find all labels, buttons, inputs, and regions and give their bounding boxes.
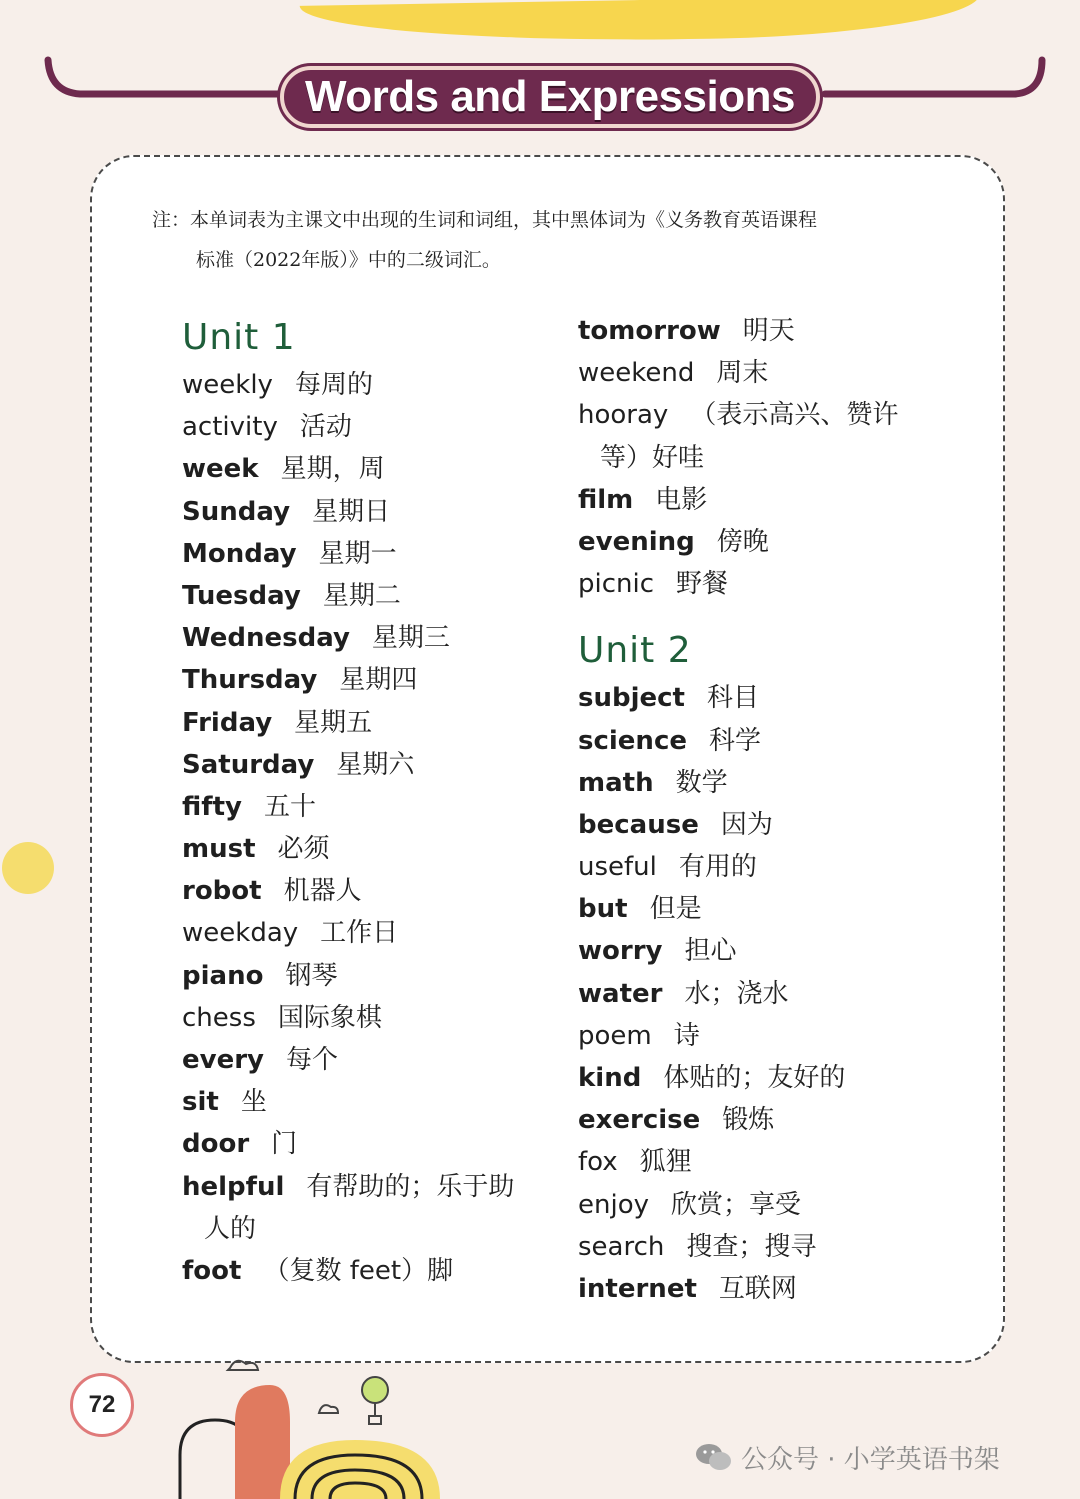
page-number-badge xyxy=(70,1373,134,1437)
unit-1-word-list-continued xyxy=(578,310,958,605)
vocab-word: piano xyxy=(182,960,264,991)
vocab-entry xyxy=(578,930,958,972)
vocab-word: Saturday xyxy=(182,749,315,780)
vocab-entry xyxy=(182,659,552,701)
vocab-word: science xyxy=(578,725,687,756)
vocab-word: water xyxy=(578,978,663,1009)
vocab-word: every xyxy=(182,1045,264,1075)
vocab-word: activity xyxy=(182,412,278,443)
vocab-entry xyxy=(182,617,552,659)
vocab-translation: 工作日 xyxy=(320,918,399,949)
vocab-entry xyxy=(182,786,552,828)
vocab-entry xyxy=(578,479,958,521)
vocab-entry xyxy=(182,1123,552,1165)
yellow-circle-decoration xyxy=(2,842,54,894)
vocab-translation: 因为 xyxy=(720,809,773,840)
watermark xyxy=(695,1432,1055,1482)
vocab-translation: 有用的 xyxy=(678,852,757,883)
page-number: 72 xyxy=(70,1373,134,1437)
vocab-translation: 钢琴 xyxy=(285,960,338,991)
vocab-entry xyxy=(182,828,552,870)
vocab-entry xyxy=(578,352,958,394)
vocab-word: door xyxy=(182,1129,250,1160)
left-column xyxy=(182,312,552,1292)
vocab-entry xyxy=(578,310,958,352)
vocab-entry xyxy=(578,973,958,1015)
vocab-entry xyxy=(182,955,552,997)
vocab-entry xyxy=(182,1166,552,1250)
vocab-word: useful xyxy=(578,852,657,883)
vocab-translation: 诗 xyxy=(673,1020,700,1051)
vocab-translation: 欣赏；享受 xyxy=(671,1189,802,1220)
vocab-word: film xyxy=(578,484,634,515)
vocab-word: weekend xyxy=(578,358,695,389)
vocab-translation: 星期五 xyxy=(294,707,373,738)
vocab-translation: 有帮助的；乐于助 xyxy=(306,1171,515,1202)
vocab-translation: 坐 xyxy=(240,1087,267,1118)
vocab-word: search xyxy=(578,1231,665,1262)
vocab-entry xyxy=(182,1250,552,1292)
vocab-entry xyxy=(578,804,958,846)
vocab-translation: 水；浇水 xyxy=(684,978,789,1009)
vocab-translation-continued: 等）好哇 xyxy=(600,442,705,473)
vocab-entry xyxy=(182,406,552,448)
note-line-2: 标准（2022年版）》中的二级词汇。 xyxy=(196,249,501,271)
vocab-translation: 星期六 xyxy=(336,749,415,780)
vocab-entry xyxy=(578,1184,958,1226)
vocab-translation: 星期四 xyxy=(339,665,418,696)
vocab-translation: 电影 xyxy=(655,484,708,515)
vocab-word: Friday xyxy=(182,707,273,738)
vocab-word: poem xyxy=(578,1020,652,1051)
vocab-translation: 必须 xyxy=(277,834,330,865)
vocab-word: week xyxy=(182,454,259,485)
vocab-word: worry xyxy=(578,936,663,967)
vocab-translation: 机器人 xyxy=(283,876,362,907)
vocab-entry xyxy=(578,1057,958,1099)
vocab-translation: 锻炼 xyxy=(722,1105,775,1136)
vocab-word: weekly xyxy=(182,370,273,400)
vocab-word: hooray xyxy=(578,400,669,431)
vocab-translation: 科学 xyxy=(709,725,762,756)
unit-1-heading: Unit 1 xyxy=(182,317,296,358)
vocab-entry xyxy=(182,912,552,954)
vocab-translation: 担心 xyxy=(684,936,737,967)
wechat-icon xyxy=(695,1442,733,1472)
vocab-translation: 数学 xyxy=(675,767,728,798)
right-column xyxy=(578,310,958,1310)
top-yellow-swoosh xyxy=(300,0,981,46)
vocab-entry xyxy=(182,1081,552,1123)
vocab-word: foot xyxy=(182,1255,242,1286)
vocab-entry xyxy=(182,575,552,617)
vocab-word: math xyxy=(578,767,654,798)
vocab-translation: 体贴的；友好的 xyxy=(663,1063,846,1094)
vocab-entry xyxy=(182,491,552,533)
bottom-decoration xyxy=(160,1350,440,1499)
vocab-entry xyxy=(578,1268,958,1310)
unit-2-word-list xyxy=(578,677,958,1310)
vocab-word: enjoy xyxy=(578,1189,649,1220)
vocab-word: fifty xyxy=(182,791,242,822)
vocab-word: chess xyxy=(182,1002,256,1033)
vocab-translation: 门 xyxy=(271,1129,298,1160)
vocab-translation: 互联网 xyxy=(718,1273,797,1304)
vocab-word: but xyxy=(578,894,628,925)
vocab-entry xyxy=(182,870,552,912)
vocab-translation: 搜查；搜寻 xyxy=(686,1231,817,1262)
vocab-word: robot xyxy=(182,876,262,907)
vocab-word: picnic xyxy=(578,569,655,600)
vocab-entry xyxy=(578,521,958,563)
vocab-entry xyxy=(578,720,958,762)
vocab-translation: 星期一 xyxy=(318,538,397,569)
vocab-translation: 星期日 xyxy=(312,496,391,527)
vocab-translation: 五十 xyxy=(263,791,316,822)
vocab-word: Tuesday xyxy=(182,580,301,611)
vocab-word: sit xyxy=(182,1087,219,1118)
watermark-text: 公众号 · 小学英语书架 xyxy=(741,1444,1000,1475)
vocab-word: Sunday xyxy=(182,496,291,527)
title-right-curve xyxy=(820,56,1050,116)
vocab-word: kind xyxy=(578,1063,642,1094)
vocab-translation: 科目 xyxy=(706,683,759,714)
vocab-entry xyxy=(182,448,552,490)
title-banner xyxy=(270,58,830,136)
vocab-entry xyxy=(578,1015,958,1057)
vocab-entry xyxy=(578,888,958,930)
vocab-translation-continued: 人的 xyxy=(204,1213,257,1244)
vocab-word: evening xyxy=(578,526,695,557)
unit-1-word-list xyxy=(182,364,552,1292)
vocab-word: internet xyxy=(578,1273,697,1304)
unit-gap xyxy=(578,605,958,625)
vocab-translation: （表示高兴、赞许 xyxy=(690,400,899,431)
note-line-1: 注：本单词表为主课文中出现的生词和词组，其中黑体词为《义务教育英语课程 xyxy=(152,209,818,231)
vocab-word: weekday xyxy=(182,918,299,949)
vocab-entry xyxy=(182,364,552,406)
vocab-word: subject xyxy=(578,683,685,714)
vocab-entry xyxy=(578,677,958,719)
vocab-translation: 每周的 xyxy=(294,370,373,400)
unit-2-heading: Unit 2 xyxy=(578,630,692,672)
vocab-word: because xyxy=(578,809,699,840)
vocab-entry xyxy=(578,1141,958,1183)
vocab-word: exercise xyxy=(578,1105,701,1136)
vocab-entry xyxy=(182,533,552,575)
vocab-entry xyxy=(182,702,552,744)
vocab-word: helpful xyxy=(182,1171,285,1202)
vocab-translation: 狐狸 xyxy=(639,1147,692,1178)
vocab-translation: （复数 feet）脚 xyxy=(263,1255,454,1286)
vocab-translation: 傍晚 xyxy=(716,526,769,557)
vocab-word: Wednesday xyxy=(182,623,350,654)
vocab-translation: 每个 xyxy=(286,1045,339,1075)
vocab-translation: 但是 xyxy=(649,894,702,925)
vocab-word: tomorrow xyxy=(578,316,721,346)
vocab-translation: 周末 xyxy=(716,358,769,389)
vocab-translation: 野餐 xyxy=(676,569,729,600)
vocab-translation: 星期三 xyxy=(371,623,450,654)
vocab-translation: 活动 xyxy=(299,412,352,443)
vocab-word: must xyxy=(182,834,256,865)
vocab-word: Monday xyxy=(182,538,297,569)
title-left-curve xyxy=(40,56,290,116)
vocab-entry xyxy=(578,1226,958,1268)
vocab-word: Thursday xyxy=(182,665,318,696)
vocab-entry xyxy=(578,394,958,478)
vocab-entry xyxy=(578,1099,958,1141)
vocab-entry xyxy=(578,563,958,605)
title-pill xyxy=(280,66,820,128)
vocab-translation: 国际象棋 xyxy=(277,1002,382,1033)
vocab-translation: 星期，周 xyxy=(280,454,385,485)
vocab-word: fox xyxy=(578,1147,618,1178)
vocab-entry xyxy=(182,744,552,786)
vocab-translation: 明天 xyxy=(742,316,795,346)
vocab-entry xyxy=(578,846,958,888)
vocab-entry xyxy=(578,762,958,804)
vocab-entry xyxy=(182,1039,552,1081)
vocab-entry xyxy=(182,997,552,1039)
note-paragraph xyxy=(152,200,962,280)
vocab-translation: 星期二 xyxy=(322,580,401,611)
page-title: Words and Expressions xyxy=(305,72,795,121)
